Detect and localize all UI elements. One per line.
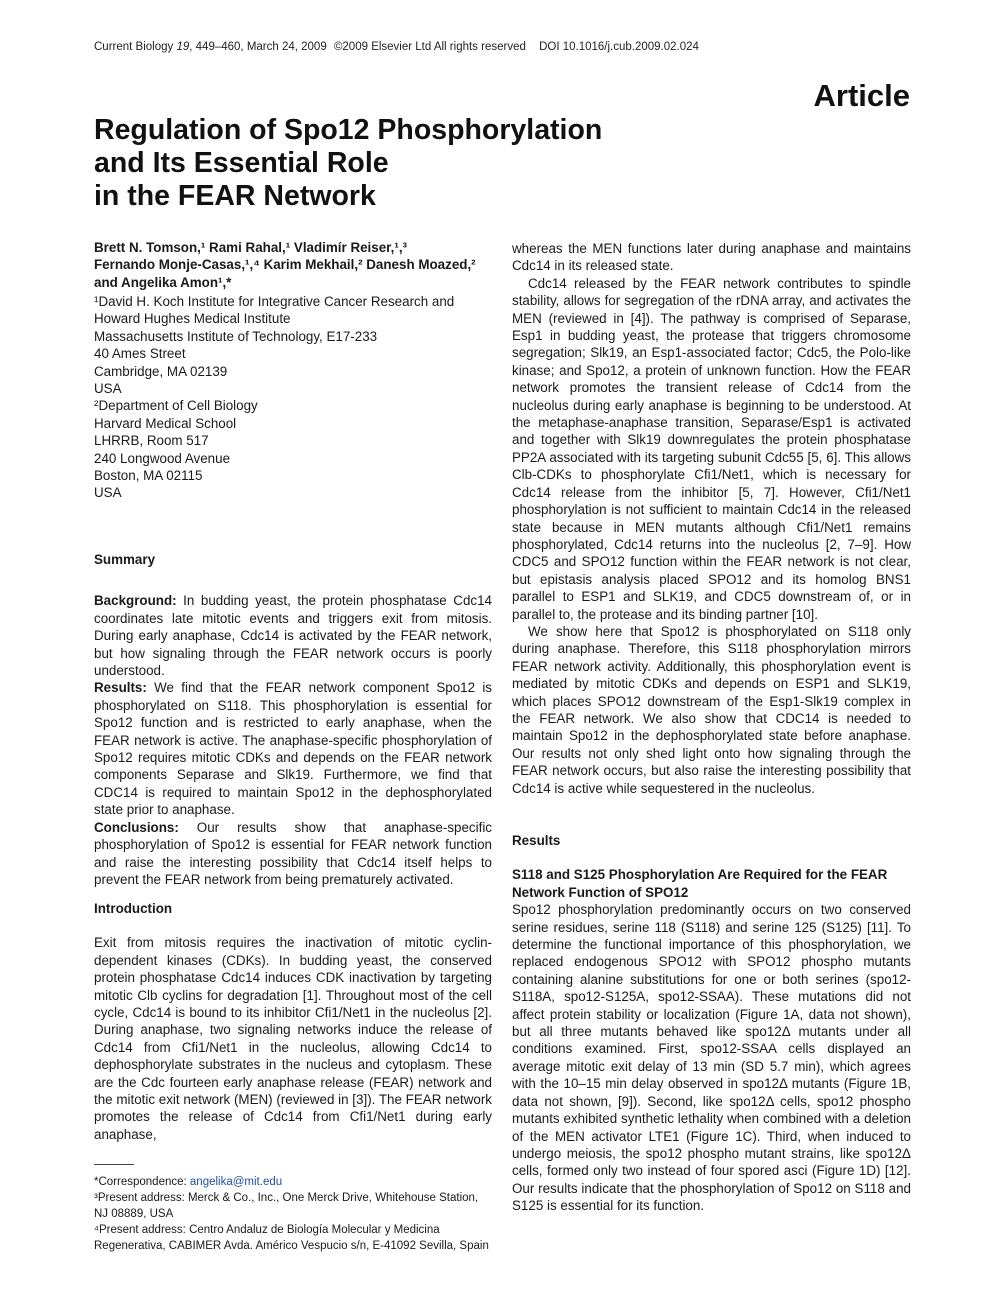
title-line: and Its Essential Role (94, 147, 389, 179)
summary-conclusions (94, 819, 492, 889)
affiliation-line: LHRRB, Room 517 (94, 433, 209, 449)
background-text: In budding yeast, the protein phosphatase Cdc14 coordinates late mitotic events and triggers exit from mitosis. During early anaphase, Cdc14 is activated by the FEAR network, but how signaling through the FEAR network occurs is poorly understood. (94, 593, 492, 679)
introduction-section (94, 900, 492, 1143)
author-line: Fernando Monje-Casas,¹,⁴ Karim Mekhail,² Danesh Moazed,² (94, 257, 476, 273)
affiliation-line: 240 Longwood Avenue (94, 450, 231, 466)
conclusions-label: Conclusions: (94, 819, 179, 835)
affiliation-line: USA (94, 381, 122, 397)
article-type-label: Article (813, 78, 910, 113)
introduction-paragraph: Exit from mitosis requires the inactivation of mitotic cyclin-dependent kinases (CDKs). In budding yeast, the conserved protein phosphatase Cdc14 induces CDK inactivation by targeting mitotic Clb cyclins for degradation [1]. Throughout most of the cell cycle, Cdc14 is bound to its inhibitor Cfi1/Net1 in the nucleolus [2]. During anaphase, two signaling networks induce the release of Cdc14 from Cfi1/Net1 in the nucleolus, allowing Cdc14 to dephosphorylate substrates in the nucleus and cytoplasm. These are the Cdc fourteen early anaphase release (FEAR) network and the mitotic exit network (MEN) (reviewed in [3]). The FEAR network promotes the release of Cdc14 from Cfi1/Net1 during early anaphase, (94, 935, 492, 1142)
volume-number: 19 (176, 41, 190, 53)
affiliation-line: Massachusetts Institute of Technology, E17-233 (94, 328, 378, 344)
copyright: ©2009 Elsevier Ltd All rights reserved (333, 41, 526, 53)
author-line: Brett N. Tomson,¹ Rami Rahal,¹ Vladimír Reiser,¹,³ (94, 240, 408, 255)
summary-section (94, 551, 492, 888)
title-line: in the FEAR Network (94, 180, 376, 212)
doi: DOI 10.1016/j.cub.2009.02.024 (539, 41, 699, 53)
footnote-4: ⁴Present address: Centro Andaluz de Biología Molecular y Medicina Regenerativa, CABIMER Avda. Américo Vespucio s/n, E-41092 Sevilla, Spain (94, 1224, 489, 1252)
correspondence-email-link[interactable]: angelika@mit.edu (189, 1176, 283, 1188)
results-subheading (512, 866, 911, 901)
summary-heading: Summary (94, 552, 156, 567)
subheading-line: Network Function of SPO12 (512, 884, 689, 900)
footnote-divider (94, 1164, 134, 1165)
article-title (94, 114, 694, 213)
author-line: and Angelika Amon¹,* (94, 274, 232, 290)
correspondence-label: *Correspondence: (94, 1176, 190, 1188)
conclusions-text: Our results show that anaphase-specific phosphorylation of Spo12 is essential for FEAR network function and raise the interesting possibility that Cdc14 itself helps to prevent the FEAR network from being prematurely activated. (94, 819, 492, 887)
introduction-heading: Introduction (94, 901, 173, 916)
results-paragraph: Spo12 phosphorylation predominantly occurs on two conserved serine residues, serine 118 (S118) and serine 125 (S125) [11]. To determine the functional importance of this phosphorylation, we replaced endogenous SPO12 with SPO12 phospho mutants containing alanine substitutions for one or both serines (spo12-S118A, spo12-S125A, spo12-SSAA). These mutations did not affect protein stability or localization (Figure 1A, data not shown), but all three mutants behaved like spo12Δ mutants under all conditions examined. First, spo12-SSAA cells displayed an average mitotic exit delay of 13 min (SD 5.7 min), which agrees with the 10–15 min delay observed in spo12Δ mutants (Figure 1B, data not shown, [9]). Second, like spo12Δ cells, spo12 phospho mutants exhibited synthetic lethality when combined with a deletion of the MEN activator LTE1 (Figure 1C). Third, when induced to undergo meiosis, the spo12 phospho mutant strains, like spo12Δ cells, formed only two instead of four spored asci (Figure 1D) [12]. Our results indicate that the phosphorylation of Spo12 on S118 and S125 is essential for its function. (512, 902, 911, 1214)
intro-paragraph-2: Cdc14 released by the FEAR network contributes to spindle stability, allows for segregation of the rDNA array, and activates the MEN (reviewed in [4]). The pathway is comprised of Separase, Esp1 in budding yeast, the protease that triggers chromosome segregation; Slk19, an Esp1-associated factor; Cdc5, the Polo-like kinase; and Spo12, a protein of unknown function. How the FEAR network promotes the transient release of Cdc14 from the nucleolus during early anaphase is beginning to be understood. At the metaphase-anaphase transition, Separase/Esp1 is activated and together with Slk19 downregulates the protein phosphatase PP2A associated with its targeting subunit Cdc55 [5, 6]. This allows Clb-CDKs to phosphorylate Cfi1/Net1, which is necessary for Cdc14 release from the inhibitor [5, 7]. However, Cfi1/Net1 phosphorylation is not sufficient to maintain Cdc14 in the released state because in MEN mutants although Cfi1/Net1 remains phosphorylated, Cdc14 returns into the nucleolus [2, 7–9]. How CDC5 and SPO12 function within the FEAR network is not clear, but epistasis analysis placed SPO12 and its homolog BNS1 parallel to ESP1 and SLK19, and CDC5 downstream of, or in parallel to, the protease and its binding partner [10]. (512, 275, 911, 622)
footnote-3: ³Present address: Merck & Co., Inc., One Merck Drive, Whitehouse Station, NJ 08889, USA (94, 1192, 479, 1220)
title-line: Regulation of Spo12 Phosphorylation (94, 114, 603, 146)
summary-results (94, 679, 492, 818)
results-text: We find that the FEAR network component Spo12 is phosphorylated on S118. This phosphorylation is essential for Spo12 function and is restricted to early anaphase, when the FEAR network is active. The anaphase-specific phosphorylation of Spo12 requires mitotic CDKs and depends on the FEAR network components Separase and Slk19. Furthermore, we find that CDC14 is required to maintain Spo12 in the dephosphorylated state prior to anaphase. (94, 680, 492, 818)
affiliations (94, 293, 492, 502)
results-heading: Results (512, 833, 561, 848)
journal-name: Current Biology (94, 41, 174, 53)
results-label: Results: (94, 680, 147, 696)
right-column (512, 240, 911, 1215)
footnotes (94, 1174, 494, 1254)
intro-continued-paragraph: whereas the MEN functions later during anaphase and maintains Cdc14 in its released state. (512, 241, 911, 274)
correspondence-note (94, 1174, 494, 1190)
summary-background (94, 592, 492, 679)
author-list (94, 239, 492, 291)
affiliation-line: Howard Hughes Medical Institute (94, 311, 291, 327)
pages-and-date: , 449–460, March 24, 2009 (189, 41, 327, 53)
affiliation-line: Boston, MA 02115 (94, 468, 203, 484)
affiliation-line: USA (94, 485, 122, 501)
running-header (94, 41, 699, 53)
affiliation-line: Cambridge, MA 02139 (94, 363, 228, 379)
affiliation-line: 40 Ames Street (94, 346, 186, 362)
affiliation-line: ²Department of Cell Biology (94, 398, 258, 414)
background-label: Background: (94, 593, 177, 609)
affiliation-line: ¹David H. Koch Institute for Integrative Cancer Research and (94, 294, 455, 309)
intro-paragraph-3: We show here that Spo12 is phosphorylated on S118 only during anaphase. Therefore, this S118 phosphorylation mirrors FEAR network activity. Additionally, this phosphorylation event is mediated by mitotic CDKs and depends on ESP1 and SLK19, which places SPO12 downstream of the Esp1-Slk19 complex in the FEAR network. We also show that CDC14 is needed to maintain Spo12 in the dephosphorylated state before anaphase. Our results not only shed light onto how signaling through the FEAR network occurs, but also raise the interesting possibility that Cdc14 is active while sequestered in the nucleolus. (512, 623, 911, 796)
subheading-line: S118 and S125 Phosphorylation Are Required for the FEAR (512, 867, 888, 883)
affiliation-line: Harvard Medical School (94, 415, 237, 431)
